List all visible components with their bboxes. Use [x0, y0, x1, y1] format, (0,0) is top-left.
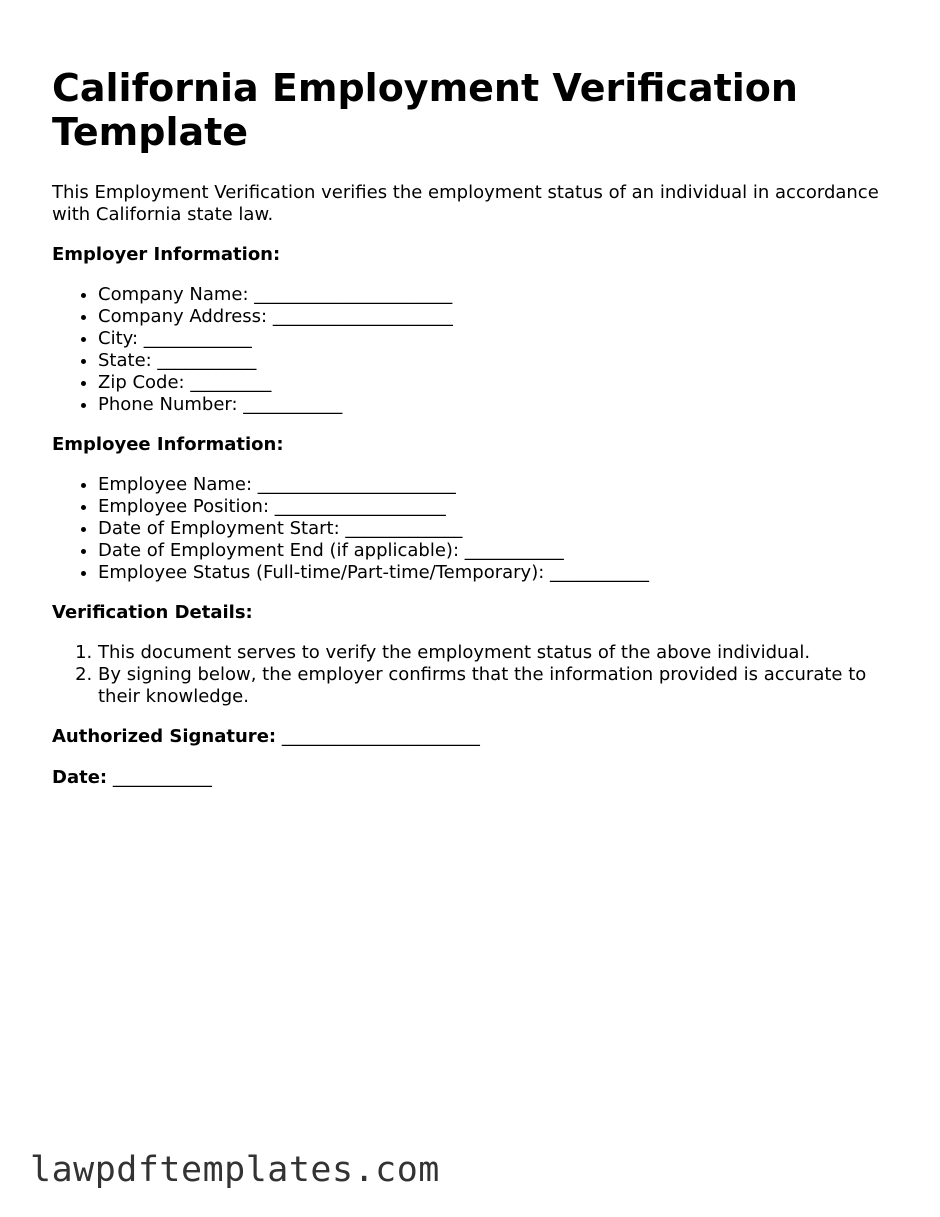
- employee-section-heading: Employee Information:: [52, 434, 284, 455]
- date-blank: ___________: [112, 767, 212, 788]
- employment-end-field: • Date of Employment End (if applicable): ___________: [98, 540, 912, 562]
- signature-line: [52, 726, 912, 748]
- employer-field-list: [52, 284, 912, 416]
- city-field: • City: ____________: [98, 328, 912, 350]
- employer-section-heading: Employer Information:: [52, 244, 281, 265]
- verification-item: 1. This document serves to verify the employment status of the above individual.: [98, 642, 912, 664]
- employment-start-field: • Date of Employment Start: _____________: [98, 518, 912, 540]
- phone-number-field: • Phone Number: ___________: [98, 394, 912, 416]
- document-page: [52, 66, 912, 808]
- employee-name-field: • Employee Name: ______________________: [98, 474, 912, 496]
- employee-position-field: • Employee Position: ___________________: [98, 496, 912, 518]
- date-line: [52, 767, 912, 789]
- page-title: California Employment Verification Template: [52, 66, 798, 154]
- signature-label: Authorized Signature:: [52, 726, 277, 747]
- verification-item: 2. By signing below, the employer confirms that the information provided is accurate to their knowledge.: [98, 664, 912, 708]
- verification-list: [52, 642, 912, 708]
- date-label: Date:: [52, 767, 108, 788]
- company-address-field: • Company Address: ____________________: [98, 306, 912, 328]
- intro-paragraph: This Employment Verification verifies the employment status of an individual in accordance with California state law.: [52, 182, 879, 225]
- company-name-field: • Company Name: ______________________: [98, 284, 912, 306]
- verification-section-heading: Verification Details:: [52, 602, 253, 623]
- zip-code-field: • Zip Code: _________: [98, 372, 912, 394]
- signature-blank: ______________________: [281, 726, 480, 747]
- watermark-text: lawpdftemplates.com: [30, 1150, 440, 1190]
- employee-field-list: [52, 474, 912, 584]
- state-field: • State: ___________: [98, 350, 912, 372]
- employee-status-field: • Employee Status (Full-time/Part-time/Temporary): ___________: [98, 562, 912, 584]
